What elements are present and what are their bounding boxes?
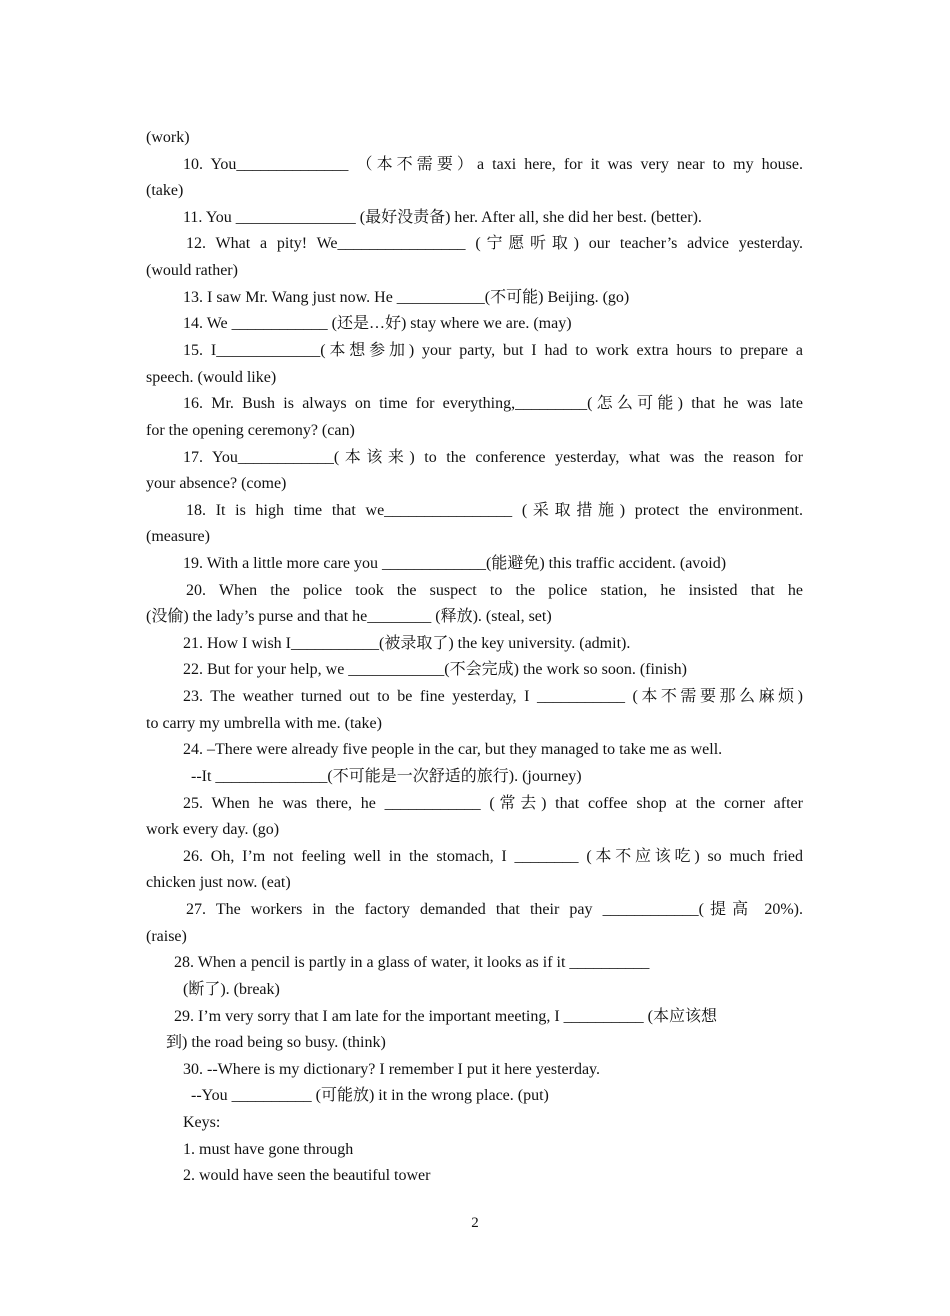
question-11: 11. You _______________ (最好没责备) her. After all, she did her best. (better). [183,209,702,226]
text-line: (断了). (break) [183,981,280,998]
question-14: 14. We ____________ (还是…好) stay where we are. (may) [183,315,572,332]
question-18: 18. It is high time that we________________ (采取措施) protect the environment. [186,502,803,519]
question-25: 25. When he was there, he ____________ (常去) that coffee shop at the corner after [183,795,803,812]
answer-key: 2. would have seen the beautiful tower [183,1167,431,1184]
question-24: 24. –There were already five people in the car, but they managed to take me as well. [183,741,723,758]
question-10: 10. You______________ （本不需要）a taxi here, for it was very near to my house. [183,156,803,173]
question-30: 30. --Where is my dictionary? I remember I put it here yesterday. [183,1061,601,1078]
question-17: 17. You____________(本该来) to the conference yesterday, what was the reason for [183,449,803,466]
question-21: 21. How I wish I___________(被录取了) the key university. (admit). [183,635,631,652]
text-line: --It ______________(不可能是一次舒适的旅行). (journey) [191,768,582,785]
text-line: (measure) [146,528,210,545]
question-13: 13. I saw Mr. Wang just now. He ___________(不可能) Beijing. (go) [183,289,630,306]
question-20: 20. When the police took the suspect to the police station, he insisted that he [186,582,803,599]
text-line: (raise) [146,928,187,945]
page-number: 2 [471,1215,479,1231]
question-23: 23. The weather turned out to be fine yesterday, I ___________ (本不需要那么麻烦) [183,688,803,705]
question-12: 12. What a pity! We________________ (宁愿听取) our teacher’s advice yesterday. [186,235,803,252]
question-22: 22. But for your help, we ____________(不会完成) the work so soon. (finish) [183,661,687,678]
text-line: for the opening ceremony? (can) [146,422,355,439]
keys-heading: Keys: [183,1114,221,1131]
answer-key: 1. must have gone through [183,1141,354,1158]
question-27: 27. The workers in the factory demanded that their pay ____________(提高 20%). [186,901,803,918]
text-line: speech. (would like) [146,369,277,386]
text-line: your absence? (come) [146,475,287,492]
question-28: 28. When a pencil is partly in a glass of water, it looks as if it __________ [174,954,650,971]
question-19: 19. With a little more care you _____________(能避免) this traffic accident. (avoid) [183,555,727,572]
question-26: 26. Oh, I’m not feeling well in the stomach, I ________ (本不应该吃) so much fried [183,848,803,865]
text-line: 到) the road being so busy. (think) [166,1034,386,1051]
text-line: chicken just now. (eat) [146,874,291,891]
text-line: work every day. (go) [146,821,280,838]
question-15: 15. I_____________(本想参加) your party, but I had to work extra hours to prepare a [183,342,803,359]
question-29: 29. I’m very sorry that I am late for the important meeting, I __________ (本应该想 [174,1008,717,1025]
text-line: (would rather) [146,262,238,279]
text-line: (take) [146,182,184,199]
text-line: (work) [146,129,190,146]
text-line: --You __________ (可能放) it in the wrong place. (put) [191,1087,549,1104]
question-16: 16. Mr. Bush is always on time for everything,_________(怎么可能) that he was late [183,395,803,412]
text-line: (没偷) the lady’s purse and that he________ (释放). (steal, set) [146,608,552,625]
text-line: to carry my umbrella with me. (take) [146,715,382,732]
